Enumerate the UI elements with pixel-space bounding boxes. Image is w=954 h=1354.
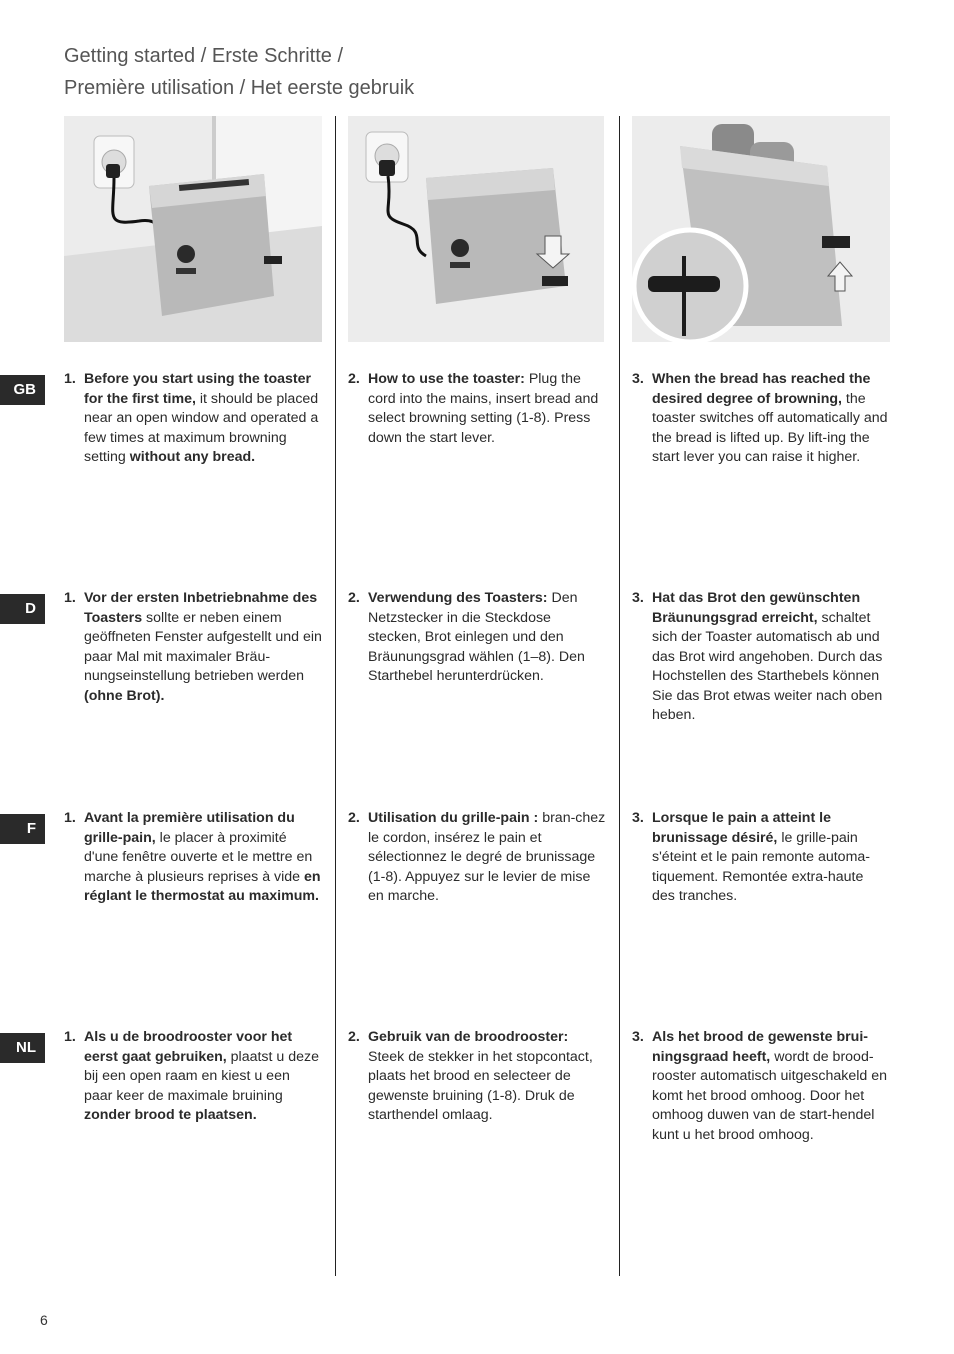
step-bold-tail: (ohne Brot). [84,687,165,704]
step-text: Plug the cord into the mains, insert bread and select browning setting (1-8). Press down the start lever. [368,371,599,446]
step-f-2 [348,809,606,907]
step-bold-tail: en réglant le thermostat au maximum. [84,868,321,904]
step-text: Steek de stekker in het stopcontact, plaats het brood en selecteer de gewenste bruining (1-8). Druk de starthendel omlaag. [368,1048,593,1123]
step-bold-tail: zonder brood te plaatsen. [84,1107,257,1123]
step-text: bran-chez le cordon, insérez le pain et sélectionnez le degré de brunissage (1-8). Appuyez sur le levier de mise en marche. [368,810,606,904]
step-number: 1. [64,1029,76,1045]
step-number: 3. [632,371,644,387]
step-text: Den Netzstecker in die Steckdose stecken, Brot einlegen und den Bräunungsgrad wählen (1–8). Den Starthebel herunterdrücken. [368,590,585,684]
step-gb-1 [64,370,322,468]
language-tab-d: D [0,594,45,624]
step-text: schaltet sich der Toaster automatisch ab und das Brot wird angehoben. Durch das Hochstellen des Starthebels können Sie das Brot etwas weiter nach oben heben. [652,609,883,723]
step-text: wordt de brood-rooster automatisch uitgeschakeld en komt het brood omhoog. Door het omhoog duwen van de start-hendel kunt u het brood omhoog. [652,1048,888,1143]
column-divider-2 [619,116,620,1276]
step-bold-tail: without any bread. [129,449,256,465]
illustration-toaster-press-lever [348,116,604,342]
illustration-toaster-bread-raised [632,116,890,342]
page-number: 6 [40,1312,48,1328]
step-bold-lead: When the bread has reached the desired degree of browning, [652,371,871,407]
step-number: 1. [64,371,76,387]
step-nl-1 [64,1028,322,1126]
illustration-toaster-near-socket [64,116,322,342]
step-bold-lead: Before you start using the toaster for the first time, [84,371,312,407]
step-text: sollte er neben einem geöffneten Fenster aufgestellt und ein paar Mal mit maximaler Bräu-nungseinstellung betrieben werden [84,609,322,684]
step-bold-lead: Als het brood de gewenste brui-ningsgraad heeft, [652,1029,868,1065]
step-gb-2 [348,370,606,448]
step-number: 2. [348,810,360,826]
step-bold-lead: How to use the toaster: [368,371,525,387]
step-d-2 [348,589,606,687]
step-gb-3 [632,370,890,468]
step-bold-lead: Gebruik van de broodrooster: [368,1029,569,1045]
step-nl-3 [632,1028,890,1145]
step-bold-lead: Lorsque le pain a atteint le brunissage désiré, [652,810,831,846]
step-number: 1. [64,590,76,606]
step-f-1 [64,809,322,907]
language-tab-gb: GB [0,375,45,405]
column-divider-1 [335,116,336,1276]
step-f-3 [632,809,890,907]
step-text: plaatst u deze bij een open raam en kiest u een paar keer de maximale bruining [84,1048,319,1104]
step-number: 2. [348,1029,360,1045]
step-d-1 [64,589,322,706]
language-tab-nl: NL [0,1033,45,1063]
step-number: 3. [632,1029,644,1045]
step-bold-lead: Utilisation du grille-pain : [368,810,539,826]
step-number: 2. [348,590,360,606]
step-nl-2 [348,1028,606,1126]
step-number: 3. [632,590,644,606]
step-text: le grille-pain s'éteint et le pain remonte automa-tiquement. Remontée extra-haute des tranches. [652,829,871,904]
language-tab-f: F [0,814,45,844]
page-title-line-2: Première utilisation / Het eerste gebruik [64,77,415,99]
step-text: it should be placed near an open window and operated a few times at maximum browning setting [84,390,319,465]
step-text: le placer à proximité d'une fenêtre ouverte et le mettre en marche à plusieurs reprises à vide [84,829,313,885]
step-bold-lead: Vor der ersten Inbetriebnahme des Toasters [84,590,318,626]
step-number: 1. [64,810,76,826]
step-bold-lead: Verwendung des Toasters: [368,590,548,606]
step-bold-lead: Hat das Brot den gewünschten Bräunungsgrad erreicht, [652,590,861,626]
step-bold-lead: Als u de broodrooster voor het eerst gaat gebruiken, [84,1029,293,1065]
step-d-3 [632,589,890,726]
page-title-line-1: Getting started / Erste Schritte / [64,45,344,67]
page-title [64,40,414,104]
step-number: 3. [632,810,644,826]
step-text: the toaster switches off automatically and the bread is lifted up. By lift-ing the start lever you can raise it higher. [652,390,888,465]
step-bold-lead: Avant la première utilisation du grille-pain, [84,810,295,846]
step-number: 2. [348,371,360,387]
